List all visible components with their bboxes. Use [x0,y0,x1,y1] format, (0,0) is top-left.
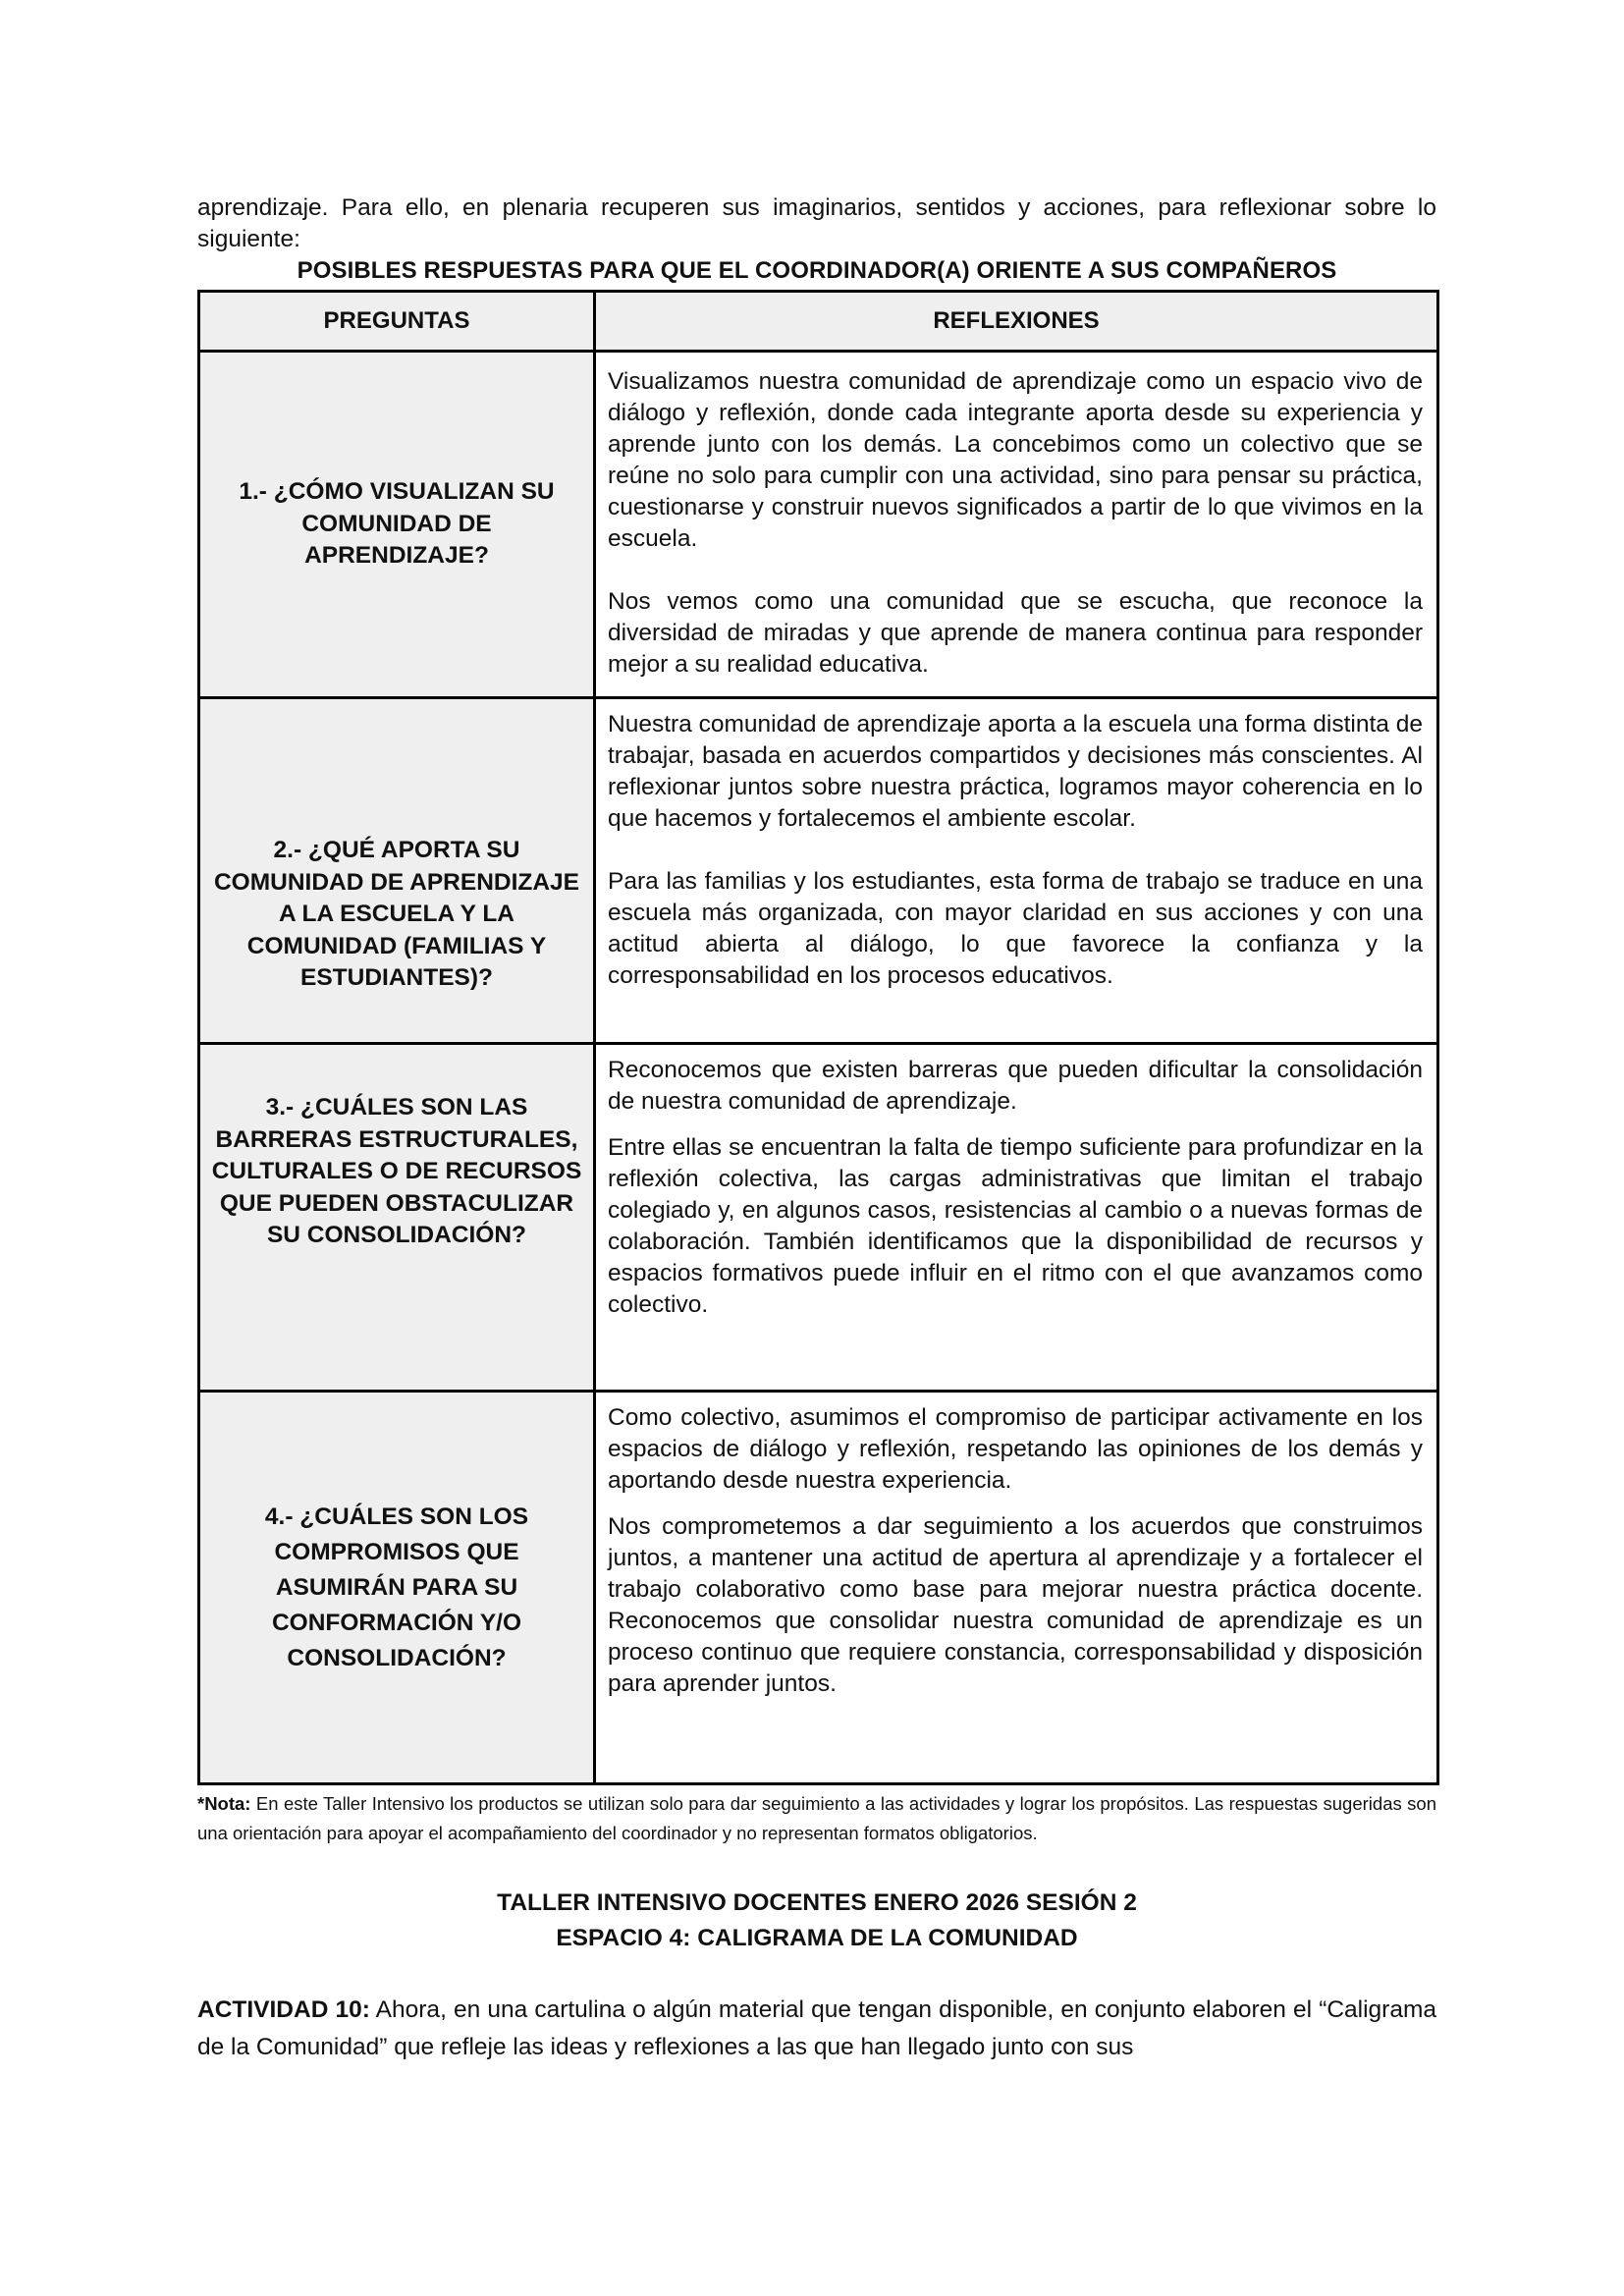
question-cell: 3.- ¿CUÁLES SON LAS BARRERAS ESTRUCTURALES, CULTURALES O DE RECURSOS QUE PUEDEN OBSTACULIZAR SU CONSOLIDACIÓN? [199,1044,595,1392]
table-row [199,1044,1438,1392]
reflection-cell [595,352,1438,698]
activity-paragraph [197,1992,1436,2066]
reflection-paragraph: Nos vemos como una comunidad que se escucha, que reconoce la diversidad de miradas y que aprende de manera continua para responder mejor a su realidad educativa. [608,588,1423,678]
reflection-paragraph: Entre ellas se encuentran la falta de tiempo suficiente para profundizar en la reflexión colectiva, las cargas administrativas que limitan el trabajo colegiado y, en algunos casos, resistencias al cambio o a nuevas formas de colaboración. También identificamos que la disponibilidad de recursos y espacios formativos puede influir en el ritmo con el que avanzamos como colectivo. [608,1134,1423,1318]
reflection-paragraph: Visualizamos nuestra comunidad de aprendizaje como un espacio vivo de diálogo y reflexión, donde cada integrante aporta desde su experiencia y aprende junto con los demás. La concebimos como un colectivo que se reúne no solo para cumplir con una actividad, sino para pensar su práctica, cuestionarse y construir nuevos significados a partir de lo que vivimos en la escuela. [608,368,1423,552]
footnote [197,1789,1436,1848]
question-cell: 4.- ¿CUÁLES SON LOS COMPROMISOS QUE ASUMIRÁN PARA SU CONFORMACIÓN Y/O CONSOLIDACIÓN? [199,1392,595,1784]
question-cell: 2.- ¿QUÉ APORTA SU COMUNIDAD DE APRENDIZAJE A LA ESCUELA Y LA COMUNIDAD (FAMILIAS Y ESTUDIANTES)? [199,698,595,1044]
question-cell: 1.- ¿CÓMO VISUALIZAN SU COMUNIDAD DE APRENDIZAJE? [199,352,595,698]
footnote-text: En este Taller Intensivo los productos se utilizan solo para dar seguimiento a las actividades y lograr los propósitos. Las respuestas sugeridas son una orientación para apoyar el acompañamiento del coordinador y no representan formatos obligatorios. [197,1793,1436,1843]
reflection-cell [595,1392,1438,1784]
table-header-row [199,292,1438,352]
intro-paragraph: aprendizaje. Para ello, en plenaria recuperen sus imaginarios, sentidos y acciones, para reflexionar sobre lo siguiente: [197,194,1436,252]
table-row [199,698,1438,1044]
reflection-cell [595,698,1438,1044]
section-heading-espacio: ESPACIO 4: CALIGRAMA DE LA COMUNIDAD [556,1925,1078,1951]
activity-label: ACTIVIDAD 10: [197,1996,370,2023]
header-preguntas: PREGUNTAS [199,292,595,352]
table-row [199,1392,1438,1784]
section-heading-session: TALLER INTENSIVO DOCENTES ENERO 2026 SESIÓN 2 [497,1889,1137,1916]
table-row [199,352,1438,698]
table-title: POSIBLES RESPUESTAS PARA QUE EL COORDINADOR(A) ORIENTE A SUS COMPAÑEROS [297,257,1337,284]
activity-text: Ahora, en una cartulina o algún material que tengan disponible, en conjunto elaboren el “Caligrama de la Comunidad” que refleje las ideas y reflexiones a las que han llegado junto con sus [197,1996,1436,2060]
reflection-paragraph: Nos comprometemos a dar seguimiento a los acuerdos que construimos juntos, a mantener una actitud de apertura al aprendizaje y a fortalecer el trabajo colaborativo como base para mejorar nuestra práctica docente. Reconocemos que consolidar nuestra comunidad de aprendizaje es un proceso continuo que requiere constancia, corresponsabilidad y disposición para aprender juntos. [608,1513,1423,1697]
reflection-paragraph: Como colectivo, asumimos el compromiso de participar activamente en los espacios de diálogo y reflexión, respetando las opiniones de los demás y aportando desde nuestra experiencia. [608,1404,1423,1494]
header-reflexiones: REFLEXIONES [595,292,1438,352]
document-page [197,192,1436,2066]
footnote-label: *Nota: [197,1793,251,1814]
reflection-paragraph: Para las familias y los estudiantes, esta forma de trabajo se traduce en una escuela más organizada, con mayor claridad en sus acciones y con una actitud abierta al diálogo, lo que favorece la confianza y la corresponsabilidad en los procesos educativos. [608,868,1423,989]
reflection-cell [595,1044,1438,1392]
reflection-paragraph: Reconocemos que existen barreras que pueden dificultar la consolidación de nuestra comunidad de aprendizaje. [608,1057,1423,1115]
reflection-paragraph: Nuestra comunidad de aprendizaje aporta a la escuela una forma distinta de trabajar, basada en acuerdos compartidos y decisiones más conscientes. Al reflexionar juntos sobre nuestra práctica, logramos mayor coherencia en lo que hacemos y fortalecemos el ambiente escolar. [608,711,1423,832]
reflection-table [197,290,1439,1785]
